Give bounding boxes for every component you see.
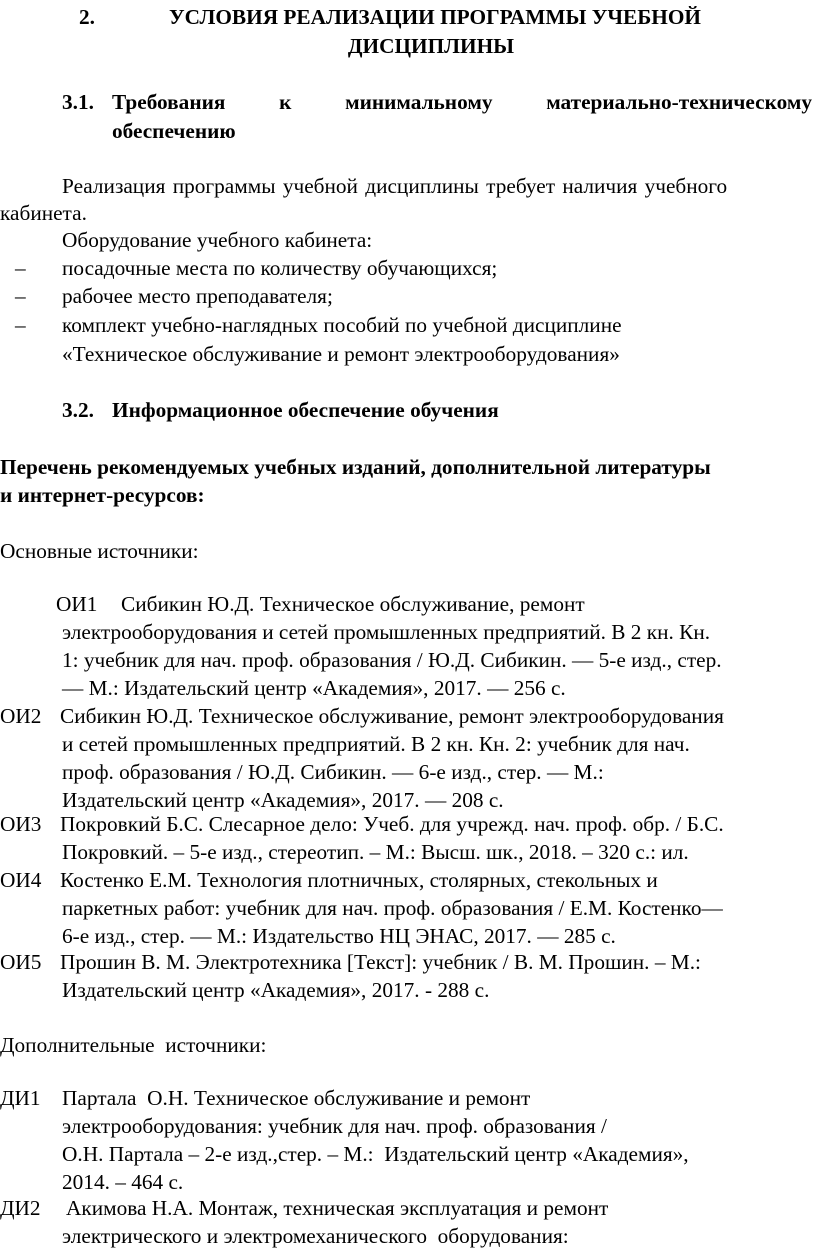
source-text: Сибикин Ю.Д. Техническое обслуживание, ремонт электрооборудования <box>60 704 724 728</box>
source-text: Покровкий Б.С. Слесарное дело: Учеб. для учрежд. нач. проф. обр. / Б.С. <box>60 812 724 836</box>
source-text: Сибикин Ю.Д. Техническое обслуживание, ремонт <box>121 592 585 616</box>
subsection-31-title <box>112 88 812 145</box>
subsection-31-word: минимальному <box>345 90 493 114</box>
subsection-31-title-line2: обеспечению <box>112 118 236 143</box>
source-text: Костенко Е.М. Технология плотничных, столярных, стекольных и <box>60 868 658 892</box>
source-text-cont: Издательский центр «Академия», 2017. - 288 с. <box>62 978 490 1002</box>
extra-sources-label: Дополнительные источники: <box>0 1033 267 1057</box>
intro-paragraph-line2: кабинета. <box>0 201 87 225</box>
source-text-cont: 6-е изд., стер. — М.: Издательство НЦ ЭНАС, 2017. — 285 с. <box>62 924 616 948</box>
equipment-label: Оборудование учебного кабинета: <box>62 228 373 252</box>
subsection-31-word: материально-техническому <box>546 90 812 114</box>
section-number: 2. <box>79 5 95 29</box>
intro-paragraph-line1: Реализация программы учебной дисциплины требует наличия учебного <box>62 174 728 198</box>
source-code: ОИ2 <box>0 704 42 728</box>
dash-marker: – <box>15 256 26 280</box>
subsection-31-title-line1 <box>112 88 812 117</box>
source-text-cont: — М.: Издательский центр «Академия», 2017. — 256 с. <box>62 676 566 700</box>
section-title-line2: ДИСЦИПЛИНЫ <box>347 33 515 58</box>
source-text: Партала О.Н. Техническое обслуживание и ремонт <box>62 1086 531 1110</box>
source-text-cont: 2014. – 464 с. <box>62 1170 184 1194</box>
subsection-32-title: Информационное обеспечение обучения <box>112 398 499 422</box>
source-text-cont: электрооборудования и сетей промышленных предприятий. В 2 кн. Кн. <box>62 620 711 644</box>
source-text: Прошин В. М. Электротехника [Текст]: учебник / В. М. Прошин. – М.: <box>60 950 701 974</box>
source-code: ОИ4 <box>0 868 42 892</box>
literature-heading-line2: и интернет-ресурсов: <box>0 483 205 507</box>
source-text-cont: проф. образования / Ю.Д. Сибикин. — 6-е изд., стер. — М.: <box>62 760 604 784</box>
source-text-cont: Издательский центр «Академия», 2017. — 208 с. <box>62 788 504 812</box>
section-title-line1: УСЛОВИЯ РЕАЛИЗАЦИИ ПРОГРАММЫ УЧЕБНОЙ <box>169 5 701 29</box>
source-text-cont: 1: учебник для нач. проф. образования / Ю.Д. Сибикин. — 5-е изд., стер. <box>62 648 722 672</box>
source-text-cont: О.Н. Партала – 2-е изд.,стер. – М.: Издательский центр «Академия», <box>62 1142 689 1166</box>
source-code: ДИ2 <box>0 1196 41 1220</box>
source-text: Акимова Н.А. Монтаж, техническая эксплуатация и ремонт <box>66 1196 609 1220</box>
source-code: ОИ5 <box>0 950 42 974</box>
source-text-cont: паркетных работ: учебник для нач. проф. образования / Е.М. Костенко— <box>62 896 723 920</box>
source-code: ДИ1 <box>0 1086 41 1110</box>
section-title <box>115 3 755 60</box>
equipment-item-text-continued: «Техническое обслуживание и ремонт электрооборудования» <box>62 342 620 366</box>
equipment-item-text: рабочее место преподавателя; <box>62 284 333 308</box>
source-code: ОИ3 <box>0 812 42 836</box>
source-text-cont: электрооборудования: учебник для нач. проф. образования / <box>62 1114 607 1138</box>
equipment-item-text: посадочные места по количеству обучающихся; <box>62 256 498 280</box>
source-text-cont: и сетей промышленных предприятий. В 2 кн. Кн. 2: учебник для нач. <box>62 732 690 756</box>
subsection-32-number: 3.2. <box>62 398 94 422</box>
literature-heading-line1: Перечень рекомендуемых учебных изданий, дополнительной литературы <box>0 455 711 479</box>
source-text-cont: Покровкий. – 5-е изд., стереотип. – М.: Высш. шк., 2018. – 320 с.: ил. <box>62 840 689 864</box>
main-sources-label: Основные источники: <box>0 539 199 563</box>
equipment-item-text: комплект учебно-наглядных пособий по учебной дисциплине <box>62 313 622 337</box>
source-text-cont: электрического и электромеханического оборудования: <box>62 1224 569 1248</box>
subsection-31-number: 3.1. <box>62 90 94 114</box>
dash-marker: – <box>15 313 26 337</box>
subsection-31-word: к <box>279 90 292 114</box>
source-code: ОИ1 <box>56 592 98 616</box>
subsection-31-word: Требования <box>112 90 226 114</box>
dash-marker: – <box>15 284 26 308</box>
